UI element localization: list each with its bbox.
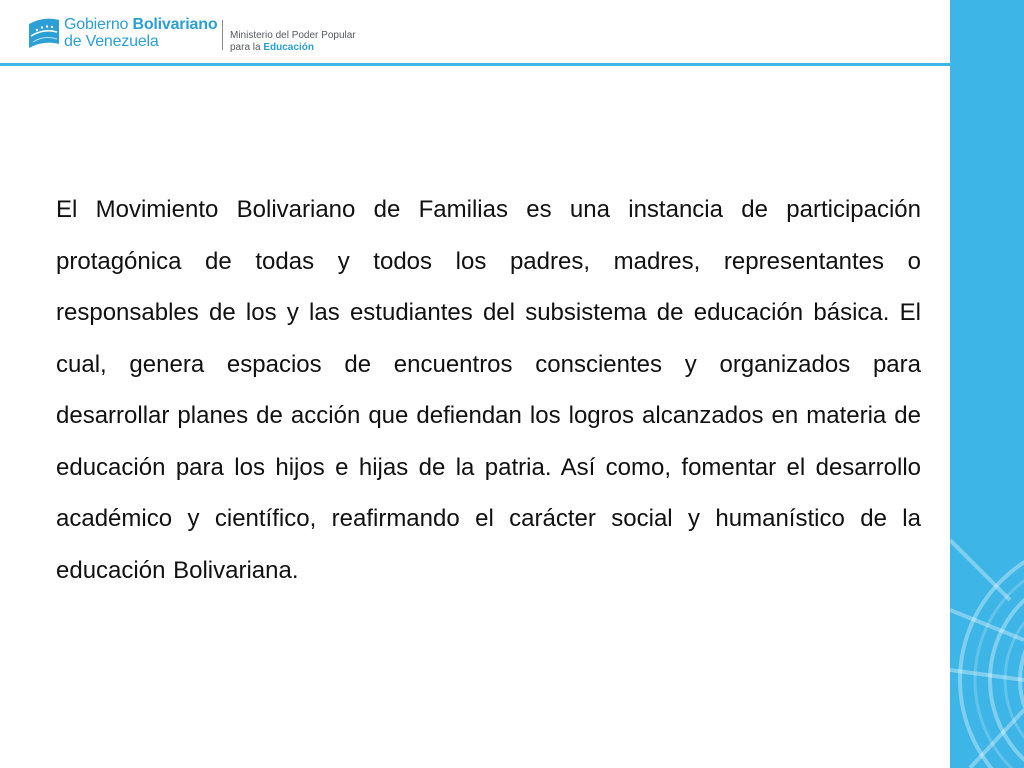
ministry-line2-bold: Educación [263,42,314,53]
main-paragraph: El Movimiento Bolivariano de Familias es una instancia de participación protagónica de todas y todos los padres, madres, representantes o responsables de los y las estudiantes del subsistema de educación básica. El cual, genera espacios de encuentros conscientes y organizados para desarrollar planes de acción que defiendan los logros alcanzados en materia de educación para los hijos e hijas de la patria. Así como, fomentar el desarrollo académico y científico, reafirmando el carácter social y humanístico de la educación Bolivariana. [56,196,921,584]
venezuela-flag-logo-icon [27,14,61,50]
government-name [64,16,217,50]
ministry-line2-regular: para la [230,42,264,53]
header-rule [0,63,950,66]
ministry-line1: Ministerio del Poder Popular [230,30,356,41]
government-name-line2: de Venezuela [64,33,159,50]
side-decorative-arcs-icon [950,480,1024,768]
government-name-regular: Gobierno [64,16,133,33]
ministry-name [230,30,356,54]
ministry-line2 [230,42,356,54]
government-name-line1 [64,16,217,33]
header [0,0,950,66]
header-divider [222,20,223,50]
government-name-bold: Bolivariano [132,16,218,33]
